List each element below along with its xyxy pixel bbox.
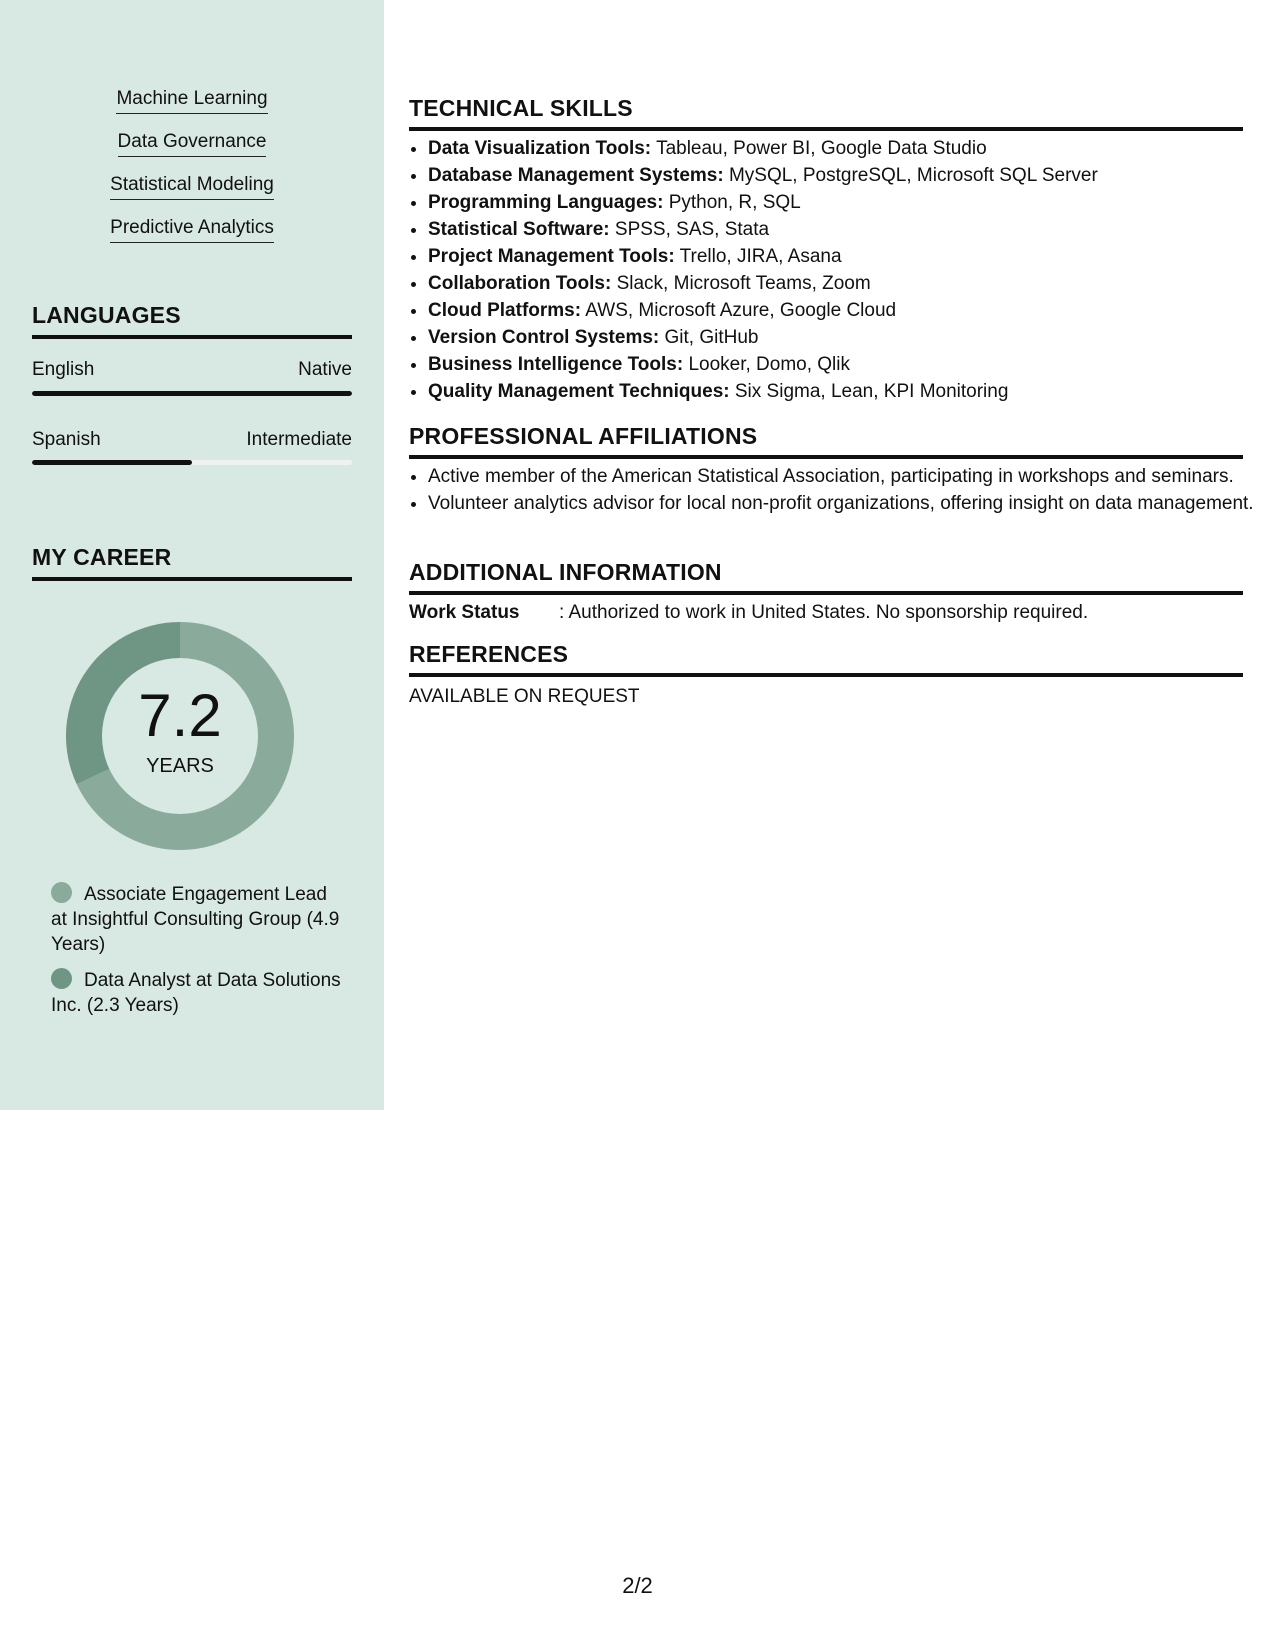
- skill-tag: Machine Learning: [0, 86, 384, 114]
- list-item: • Database Management Systems: MySQL, PostgreSQL, Microsoft SQL Server: [428, 162, 1262, 189]
- list-item: • Volunteer analytics advisor for local non-profit organizations, offering insight on data management.: [428, 490, 1262, 517]
- work-status-row: [409, 599, 1243, 626]
- skill-tag: Data Governance: [0, 129, 384, 157]
- skill-tag: Statistical Modeling: [0, 172, 384, 200]
- career-item: [51, 968, 341, 1018]
- language-row: [32, 359, 352, 385]
- career-donut-chart: [66, 622, 294, 850]
- additional-info-heading: ADDITIONAL INFORMATION: [409, 559, 1243, 595]
- affiliations-heading: PROFESSIONAL AFFILIATIONS: [409, 423, 1243, 459]
- technical-skills-heading: TECHNICAL SKILLS: [409, 95, 1243, 131]
- donut-center: [66, 622, 294, 850]
- work-status-value: : Authorized to work in United States. No sponsorship required.: [559, 602, 1089, 623]
- legend-dot-icon: [51, 882, 72, 903]
- references-heading: REFERENCES: [409, 641, 1243, 677]
- page-number: 2/2: [622, 1573, 653, 1598]
- career-total-unit: YEARS: [146, 755, 214, 777]
- affiliations-list: [409, 463, 1262, 517]
- language-level: Intermediate: [246, 429, 352, 450]
- list-item: • Quality Management Techniques: Six Sigma, Lean, KPI Monitoring: [428, 378, 1262, 405]
- list-item: • Programming Languages: Python, R, SQL: [428, 189, 1262, 216]
- skill-tag: Predictive Analytics: [0, 215, 384, 243]
- references-text: AVAILABLE ON REQUEST: [409, 686, 640, 707]
- list-item: • Collaboration Tools: Slack, Microsoft Teams, Zoom: [428, 270, 1262, 297]
- language-name: English: [32, 359, 95, 380]
- career-item: [51, 882, 341, 957]
- language-row: [32, 429, 352, 455]
- language-proficiency-bar: [32, 460, 352, 465]
- career-item-text: Associate Engagement Lead at Insightful Consulting Group (4.9 Years): [51, 884, 340, 955]
- language-proficiency-fill: [32, 391, 352, 396]
- technical-skills-list: [409, 135, 1262, 405]
- language-level: Native: [298, 359, 352, 380]
- work-status-label: Work Status: [409, 602, 520, 623]
- career-item-text: Data Analyst at Data Solutions Inc. (2.3 Years): [51, 970, 341, 1016]
- list-item: • Cloud Platforms: AWS, Microsoft Azure, Google Cloud: [428, 297, 1262, 324]
- language-name: Spanish: [32, 429, 101, 450]
- career-heading: MY CAREER: [32, 544, 352, 581]
- list-item: • Statistical Software: SPSS, SAS, Stata: [428, 216, 1262, 243]
- list-item: • Business Intelligence Tools: Looker, Domo, Qlik: [428, 351, 1262, 378]
- list-item: • Active member of the American Statistical Association, participating in workshops and seminars.: [428, 463, 1262, 490]
- language-proficiency-fill: [32, 460, 192, 465]
- list-item: • Project Management Tools: Trello, JIRA, Asana: [428, 243, 1262, 270]
- language-proficiency-bar: [32, 391, 352, 396]
- languages-heading: LANGUAGES: [32, 302, 352, 339]
- career-total-value: 7.2: [138, 682, 222, 749]
- list-item: • Data Visualization Tools: Tableau, Power BI, Google Data Studio: [428, 135, 1262, 162]
- list-item: • Version Control Systems: Git, GitHub: [428, 324, 1262, 351]
- legend-dot-icon: [51, 968, 72, 989]
- sidebar: [0, 0, 384, 1110]
